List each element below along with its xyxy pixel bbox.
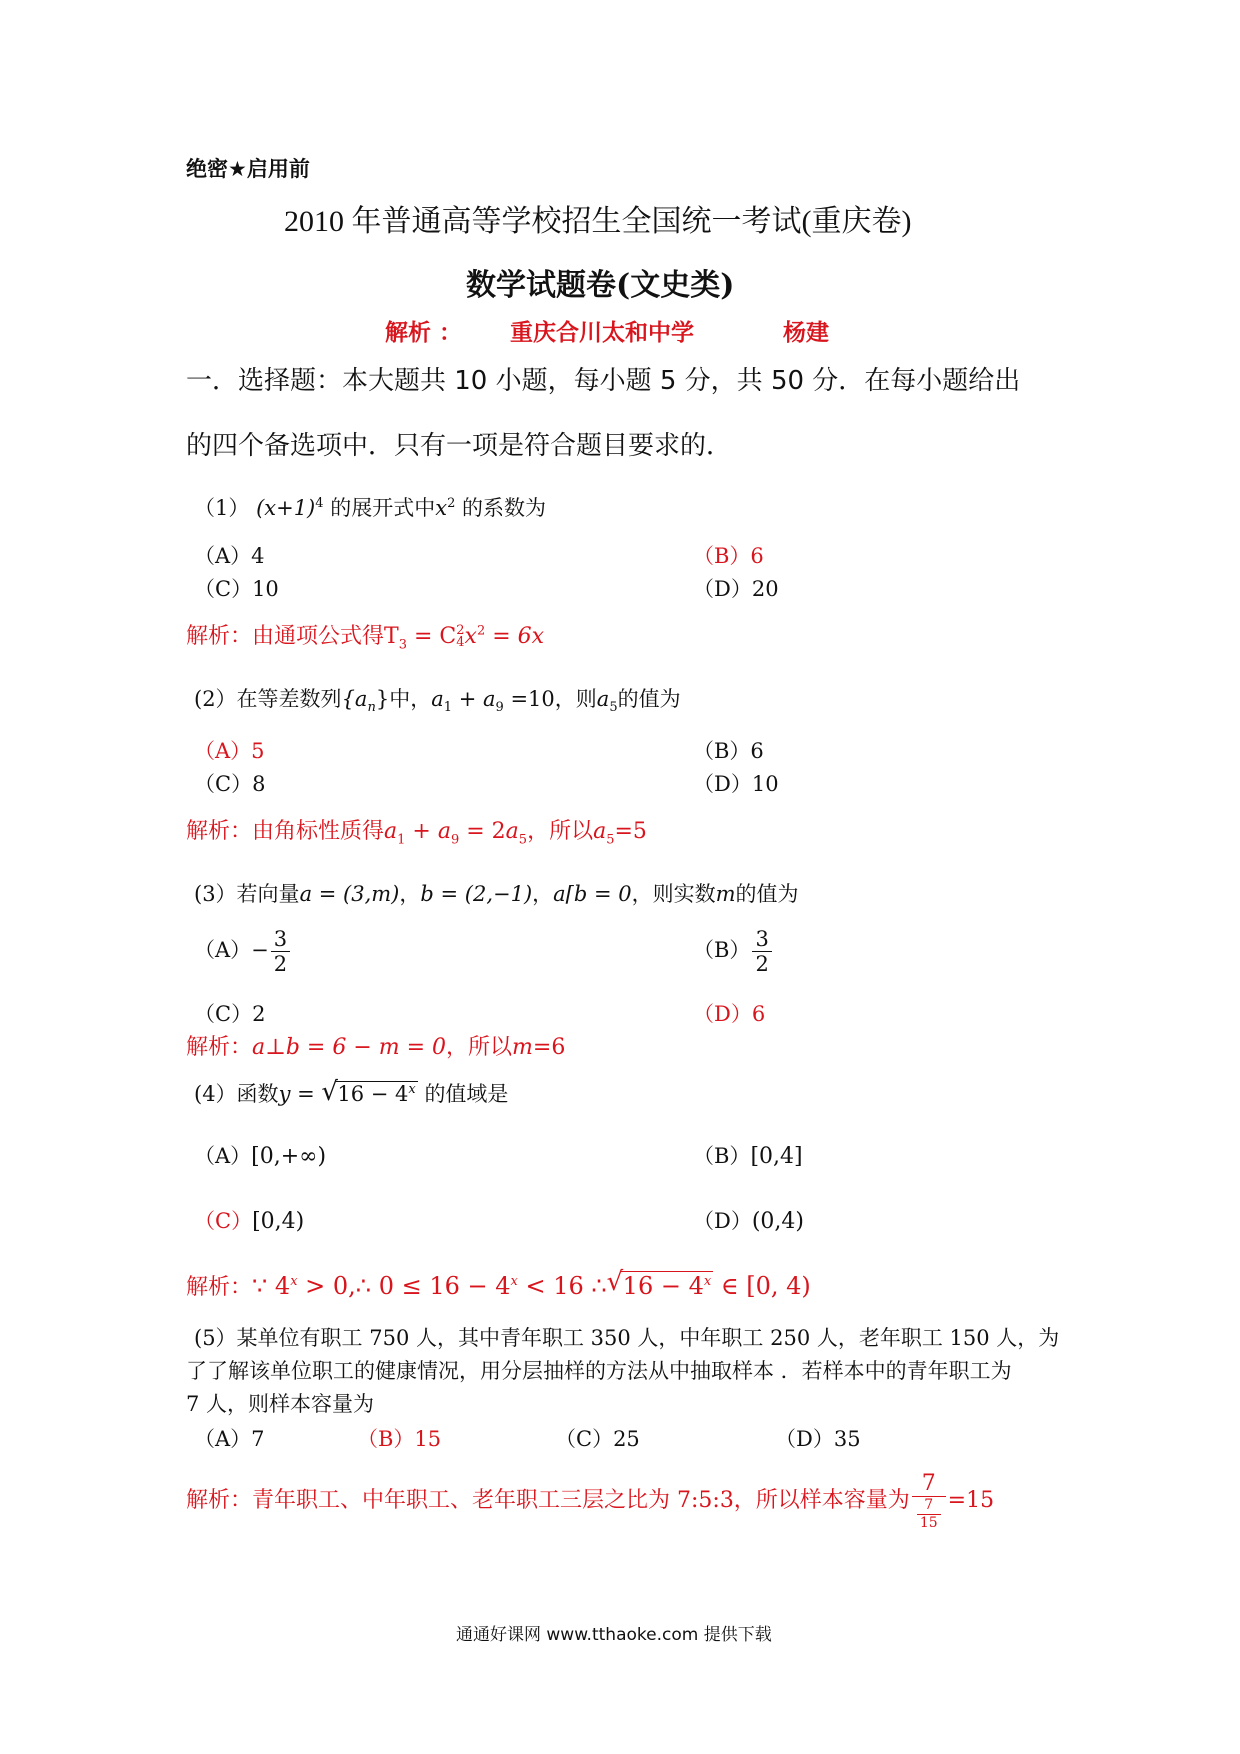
- solution-label: 解析：: [186, 1275, 253, 1300]
- question-text: 的展开式中: [330, 496, 436, 520]
- option-label: （A）: [194, 1144, 252, 1168]
- math-var: m: [715, 882, 736, 906]
- q4-option-d: [693, 1205, 804, 1235]
- sqrt-symbol: √ $16 - 4^x$: [606, 1267, 712, 1300]
- fraction-numerator: 7: [912, 1472, 946, 1497]
- math-var: a: [437, 819, 451, 844]
- math-superscript: x: [510, 1274, 518, 1289]
- q4-option-b: [693, 1140, 803, 1170]
- math-superscript: 2: [476, 623, 486, 639]
- fraction: [271, 928, 290, 975]
- math-var: a: [593, 819, 607, 844]
- footer-source: 通通好课网 www.tthaoke.com 提供下载: [456, 1625, 772, 1645]
- math-subscript: 3: [398, 637, 407, 653]
- math-expr: (x+1): [256, 496, 316, 520]
- fraction: [912, 1472, 946, 1530]
- fraction: [752, 928, 771, 975]
- question-5-line1: (5）某单位有职工 750 人，其中青年职工 350 人，中年职工 250 人，老年职工 150 人，为: [194, 1326, 1060, 1350]
- math-var: y =: [278, 1082, 322, 1106]
- solution-label: 解析：: [186, 1035, 253, 1060]
- q1-option-b: （B）6: [693, 544, 764, 568]
- math-term: T: [384, 624, 399, 649]
- option-label: （C）: [194, 1209, 253, 1233]
- q2-option-a: （A）5: [194, 739, 265, 763]
- q5-solution: [186, 1472, 994, 1530]
- math-op: = 2: [459, 819, 506, 844]
- option-label: （B）: [693, 938, 751, 963]
- math-superscript: x: [290, 1274, 298, 1289]
- q2-option-d: （D）10: [693, 772, 779, 796]
- math-subscript: 5: [609, 700, 618, 716]
- math-subscript: 9: [450, 832, 460, 848]
- radicand: 16 − 4: [337, 1082, 409, 1106]
- question-4: [194, 1078, 508, 1108]
- q3-solution: [186, 1030, 565, 1061]
- math-dot-product: a⌈b = 0: [553, 882, 632, 906]
- question-text: 中，: [389, 687, 432, 711]
- classification-label: 绝密★启用前: [186, 157, 310, 181]
- solution-label: 解析：由角标性质得: [186, 819, 385, 844]
- option-label: （D）: [693, 1209, 752, 1233]
- solution-value: =15: [947, 1488, 995, 1514]
- math-subscript: 5: [606, 832, 615, 848]
- q4-solution: [186, 1267, 811, 1301]
- analysis-label: 解析 ：: [385, 319, 463, 346]
- math-subscript: 4: [456, 635, 465, 650]
- math-subscript: 5: [518, 832, 528, 848]
- math-superscript: x: [408, 1082, 416, 1097]
- option-value: [0,4]: [750, 1144, 803, 1169]
- fraction-numerator: 7: [917, 1498, 941, 1515]
- math-sign: −: [251, 938, 269, 963]
- question-text: ，则实数: [631, 882, 716, 906]
- question-text: 的值为: [735, 882, 799, 906]
- q4-option-a: [194, 1140, 326, 1170]
- nested-fraction: [917, 1498, 941, 1530]
- math-exponent: 4: [315, 496, 324, 511]
- q5-option-d: （D）35: [775, 1427, 861, 1451]
- math-term: = C: [406, 624, 457, 649]
- math-subscript: n: [367, 700, 376, 716]
- math-superscript: x: [703, 1274, 712, 1289]
- question-text: (4）函数: [194, 1082, 279, 1106]
- math-superscript: 2: [456, 623, 465, 639]
- math-var: a: [431, 687, 444, 711]
- math-var: a: [596, 687, 610, 711]
- q5-option-a: （A）7: [194, 1427, 265, 1451]
- question-text: (3）若向量: [194, 882, 300, 906]
- q1-solution: [186, 619, 544, 652]
- radicand: 16 − 4: [622, 1272, 704, 1300]
- fraction-denominator: 2: [755, 952, 769, 977]
- math-var: m: [512, 1035, 533, 1060]
- math-exponent: 2: [447, 496, 456, 511]
- question-3: [194, 878, 799, 908]
- math-term: ∈ [0, 4): [713, 1272, 811, 1300]
- option-label: （B）: [693, 1144, 751, 1168]
- fraction-denominator: 2: [273, 952, 288, 977]
- math-var: a: [384, 819, 398, 844]
- separator: ，: [532, 882, 554, 906]
- math-subscript: 1: [397, 832, 406, 848]
- question-number: （1）: [194, 496, 250, 520]
- fraction-denominator: [912, 1497, 946, 1530]
- separator: ，: [399, 882, 421, 906]
- analysis-school: 重庆合川太和中学: [510, 319, 694, 346]
- math-seq: {a: [341, 687, 368, 711]
- question-5-line3: 7 人，则样本容量为: [186, 1392, 375, 1416]
- paper-title: 数学试题卷(文史类): [466, 268, 735, 303]
- question-2: [194, 683, 681, 715]
- math-term: < 16 ∴: [517, 1272, 607, 1300]
- q2-option-b: （B）6: [693, 739, 764, 763]
- q4-option-c: [194, 1205, 304, 1235]
- question-text: =10，则: [503, 687, 597, 711]
- exam-title: 2010 年普通高等学校招生全国统一考试(重庆卷): [284, 205, 912, 238]
- section-heading-line1: 一．选择题：本大题共 10 小题，每小题 5 分，共 50 分．在每小题给出: [186, 366, 1021, 396]
- solution-value: =5: [614, 819, 647, 844]
- solution-label: 解析：青年职工、中年职工、老年职工三层之比为 7:5:3，所以样本容量为: [186, 1488, 910, 1514]
- q2-solution: [186, 814, 647, 847]
- math-term: ∵ 4: [252, 1272, 291, 1300]
- math-term: = 6x: [485, 624, 545, 649]
- q3-option-c: （C）2: [194, 1002, 266, 1026]
- math-subscript: 1: [443, 700, 453, 716]
- fraction-numerator: 3: [752, 928, 771, 952]
- question-text: 的值为: [617, 687, 681, 711]
- option-value: [0,+∞): [251, 1144, 327, 1169]
- question-text: 的系数为: [462, 496, 547, 520]
- math-op: +: [405, 819, 438, 844]
- q1-option-c: （C）10: [194, 577, 279, 601]
- q3-option-d: （D）6: [693, 1002, 766, 1026]
- q3-option-b: [693, 928, 774, 975]
- math-expr: a⊥b = 6 − m = 0: [252, 1035, 447, 1060]
- math-op: +: [452, 687, 483, 711]
- math-subscript: 9: [495, 700, 504, 716]
- math-vector-b: b = (2,−1): [420, 882, 533, 906]
- question-text: (2）在等差数列: [194, 687, 342, 711]
- question-text: 的值域是: [424, 1082, 509, 1106]
- option-label: （A）: [194, 938, 252, 963]
- q5-option-c: （C）25: [555, 1427, 640, 1451]
- solution-text: ，所以: [446, 1035, 513, 1060]
- solution-text: ，所以: [527, 819, 594, 844]
- q2-option-c: （C）8: [194, 772, 266, 796]
- math-var: x: [435, 496, 448, 520]
- fraction-numerator: 3: [271, 928, 290, 952]
- q1-option-d: （D）20: [693, 577, 779, 601]
- math-vector-a: a = (3,m): [299, 882, 400, 906]
- sqrt-symbol: √ $16 - 4^x$: [321, 1077, 416, 1107]
- option-value: [0,4): [252, 1209, 305, 1234]
- math-var: x: [464, 624, 477, 649]
- solution-value: =6: [532, 1035, 566, 1060]
- analysis-author: 杨建: [783, 319, 829, 346]
- q3-option-a: [194, 928, 292, 975]
- math-term: > 0,∴ 0 ≤ 16 − 4: [297, 1272, 511, 1300]
- math-var: a: [505, 819, 519, 844]
- solution-label: 解析：由通项公式得: [186, 624, 385, 649]
- option-value: (0,4): [751, 1209, 804, 1234]
- math-var: a: [482, 687, 496, 711]
- question-5-line2: 了了解该单位职工的健康情况，用分层抽样的方法从中抽取样本 ．若样本中的青年职工为: [186, 1359, 1012, 1383]
- q5-option-b: （B）15: [357, 1427, 442, 1451]
- question-1: [194, 492, 546, 522]
- q1-option-a: （A）4: [194, 544, 265, 568]
- section-heading-line2: 的四个备选项中．只有一项是符合题目要求的．: [186, 431, 733, 461]
- fraction-denominator: 15: [919, 1514, 938, 1531]
- math-brace: }: [375, 687, 390, 711]
